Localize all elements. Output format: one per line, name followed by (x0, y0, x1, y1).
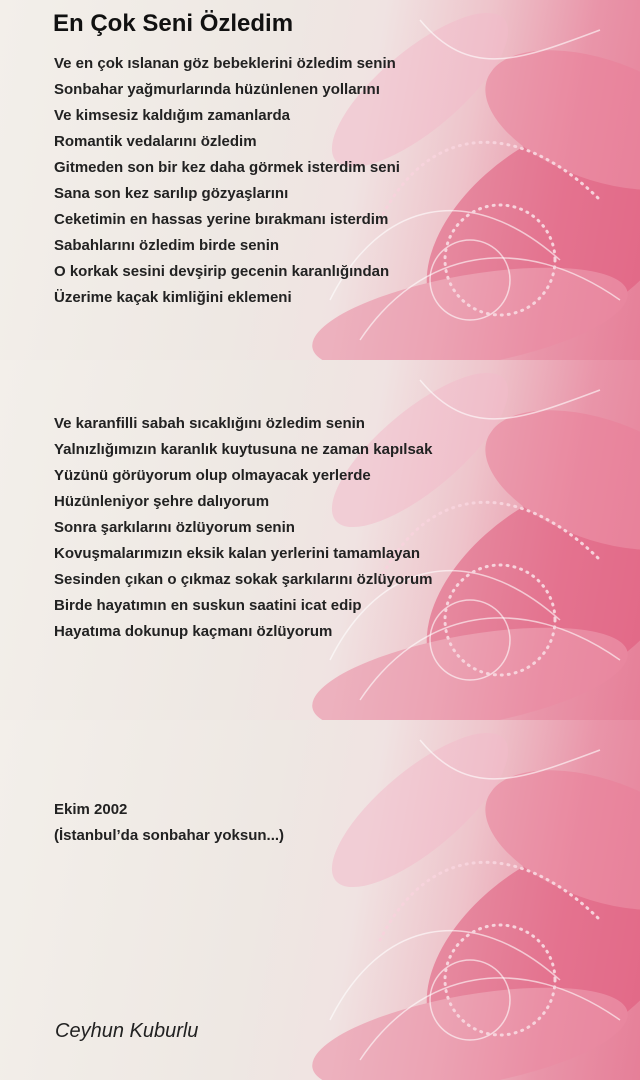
poem-line: Sana son kez sarılıp gözyaşlarını (54, 185, 289, 202)
poem-footer (54, 797, 284, 849)
poem-line: Sonbahar yağmurlarında hüzünlenen yollarını (54, 81, 380, 98)
poem-note: (İstanbul’da sonbahar yoksun...) (54, 827, 285, 844)
poem-line: Yüzünü görüyorum olup olmayacak yerlerde (54, 467, 371, 484)
stanza-2 (54, 411, 433, 645)
poem-line: Romantik vedalarını özledim (54, 133, 257, 150)
poem-line: Birde hayatımın en suskun saatini icat edip (54, 597, 362, 614)
poem-line: Sabahlarını özledim birde senin (54, 237, 280, 254)
poem-line: Üzerime kaçak kimliğini eklemeni (54, 289, 292, 306)
poem-line: O korkak sesini devşirip gecenin karanlığından (54, 263, 390, 280)
poem-line: Ve kimsesiz kaldığım zamanlarda (54, 107, 290, 124)
poem-line: Ceketimin en hassas yerine bırakmanı isterdim (54, 211, 389, 228)
poem-author: Ceyhun Kuburlu (55, 1020, 199, 1042)
poem-line: Yalnızlığımızın karanlık kuytusuna ne zaman kapılsak (54, 441, 433, 458)
stanza-1 (54, 51, 400, 311)
poem-line: Ve karanfilli sabah sıcaklığını özledim senin (54, 415, 365, 432)
poem-line: Sonra şarkılarını özlüyorum senin (54, 519, 295, 536)
poem-line: Ve en çok ıslanan göz bebeklerini özledim senin (54, 55, 396, 72)
poem-line: Gitmeden son bir kez daha görmek isterdim seni (54, 159, 400, 176)
poem-line: Kovuşmalarımızın eksik kalan yerlerini tamamlayan (54, 545, 421, 562)
poem-line: Hüzünleniyor şehre dalıyorum (54, 493, 270, 510)
poem-line: Hayatıma dokunup kaçmanı özlüyorum (54, 623, 333, 640)
poem-date: Ekim 2002 (54, 801, 128, 818)
poem-title: En Çok Seni Özledim (53, 10, 294, 37)
poem-line: Sesinden çıkan o çıkmaz sokak şarkılarını özlüyorum (54, 571, 433, 588)
